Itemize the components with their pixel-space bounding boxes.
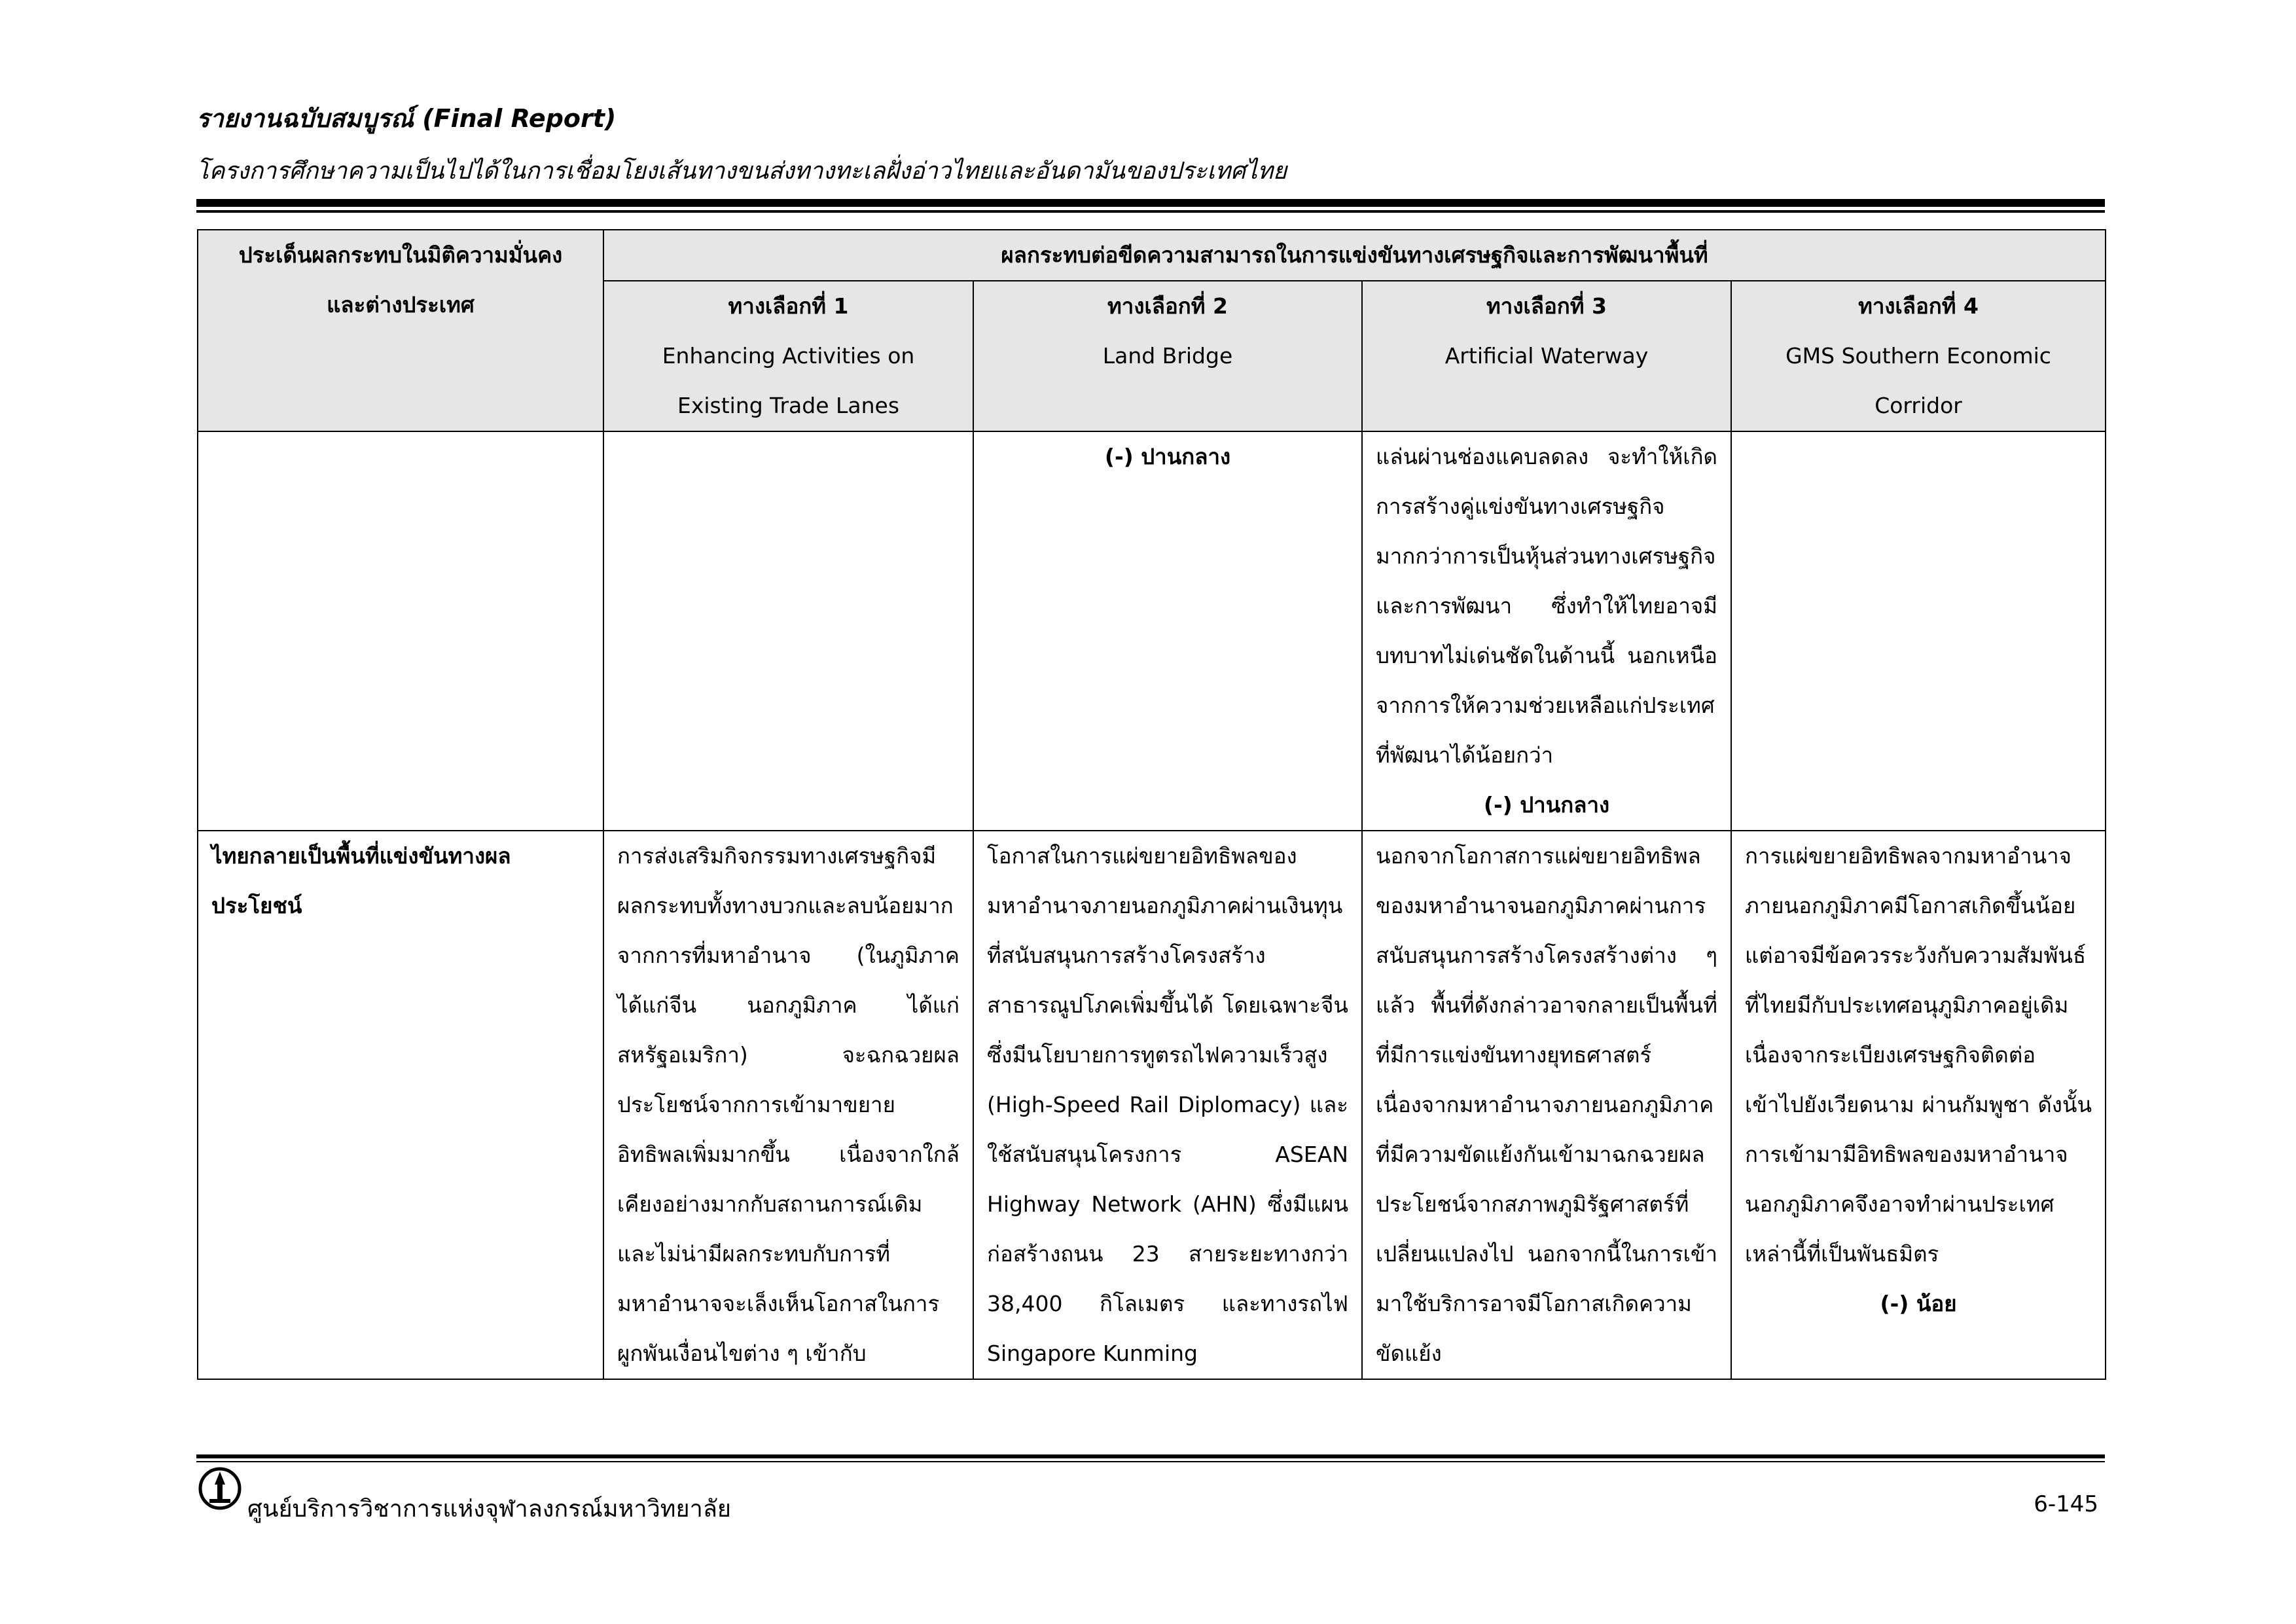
- option-4-header: [1731, 281, 2106, 431]
- option-4-text: การแผ่ขยายอิทธิพลจากมหาอำนาจภายนอกภูมิภาคมีโอกาสเกิดขึ้นน้อย แต่อาจมีข้อควรระวังกับความสัมพันธ์ที่ไทยมีกับประเทศอนุภูมิภาคอยู่เดิมเนื่องจากระเบียงเศรษฐกิจติดต่อเข้าไปยังเวียดนาม ผ่านกัมพูชา ดังนั้นการเข้ามามีอิทธิพลของมหาอำนาจนอกภูมิภาคจึงอาจทำผ่านประเทศเหล่านี้ที่เป็นพันธมิตร: [1745, 843, 2092, 1267]
- option-3-label: ทางเลือกที่ 3: [1486, 293, 1607, 319]
- option-3-text: นอกจากโอกาสการแผ่ขยายอิทธิพลของมหาอำนาจนอกภูมิภาคผ่านการสนับสนุนการสร้างโครงสร้างต่าง ๆ แล้ว พื้นที่ดังกล่าวอาจกลายเป็นพื้นที่ที่มีการแข่งขันทางยุทธศาสตร์เนื่องจากมหาอำนาจภายนอกภูมิภาคที่มีความขัดแย้งกันเข้ามาฉกฉวยผลประโยชน์จากสภาพภูมิรัฐศาสตร์ที่เปลี่ยนแปลงไป นอกจากนี้ในการเข้ามาใช้บริการอาจมีโอกาสเกิดความขัดแย้ง: [1376, 843, 1717, 1366]
- table-row: [198, 831, 2106, 1379]
- option-2-verdict: (-) ปานกลาง: [1104, 444, 1231, 469]
- option-2-header: [973, 281, 1362, 431]
- project-subtitle: โครงการศึกษาความเป็นไปได้ในการเชื่อมโยงเส้นทางขนส่งทางทะเลฝั่งอ่าวไทยและอันดามันของประเทศไทย: [196, 158, 1287, 185]
- table-header-row: [198, 230, 2106, 281]
- option-3-text: แล่นผ่านช่องแคบลดลง จะทำให้เกิดการสร้างคู่แข่งขันทางเศรษฐกิจมากกว่าการเป็นหุ้นส่วนทางเศรษฐกิจและการพัฒนา ซึ่งทำให้ไทยอาจมีบทบาทไม่เด่นชัดในด้านนี้ นอกเหนือจากการให้ความช่วยเหลือแก่ประเทศที่พัฒนาได้น้อยกว่า: [1376, 444, 1717, 768]
- option-3-verdict: (-) ปานกลาง: [1483, 792, 1610, 818]
- issue-header-line1: ประเด็นผลกระทบในมิติความมั่นคง: [238, 242, 563, 268]
- option-1-text: การส่งเสริมกิจกรรมทางเศรษฐกิจมีผลกระทบทั้งทางบวกและลบน้อยมากจากการที่มหาอำนาจ (ในภูมิภาค ได้แก่จีน นอกภูมิภาค ได้แก่ สหรัฐอเมริกา) จะฉกฉวยผลประโยชน์จากการเข้ามาขยายอิทธิพลเพิ่มมากขึ้น เนื่องจากใกล้เคียงอย่างมากกับสถานการณ์เดิม และไม่น่ามีผลกระทบกับการที่มหาอำนาจจะเล็งเห็นโอกาสในการผูกพันเงื่อนไขต่าง ๆ เข้ากับ: [617, 843, 960, 1366]
- option-3-cell: [1362, 831, 1731, 1379]
- issue-column-header: [198, 230, 603, 431]
- option-3-name-line1: Artificial Waterway: [1444, 343, 1649, 369]
- report-title: รายงานฉบับสมบูรณ์ (Final Report): [196, 104, 617, 133]
- option-2-label: ทางเลือกที่ 2: [1107, 293, 1228, 319]
- option-1-name-line1: Enhancing Activities on: [662, 343, 915, 369]
- option-3-cell: [1362, 431, 1731, 831]
- issue-cell: [198, 431, 603, 831]
- option-1-cell: [603, 431, 973, 831]
- issue-cell: ไทยกลายเป็นพื้นที่แข่งขันทางผลประโยชน์: [198, 831, 603, 1379]
- option-4-name-line2: Corridor: [1874, 393, 1962, 418]
- option-1-header: [603, 281, 973, 431]
- option-4-cell: [1731, 831, 2106, 1379]
- footer-rule-thin: [196, 1461, 2105, 1462]
- option-2-name-line1: Land Bridge: [1102, 343, 1233, 369]
- header-rule-thin: [196, 210, 2105, 213]
- footer-organization: ศูนย์บริการวิชาการแห่งจุฬาลงกรณ์มหาวิทยาลัย: [247, 1496, 731, 1523]
- group-header: ผลกระทบต่อขีดความสามารถในการแข่งขันทางเศรษฐกิจและการพัฒนาพื้นที่: [603, 230, 2106, 281]
- option-2-text: โอกาสในการแผ่ขยายอิทธิพลของมหาอำนาจภายนอกภูมิภาคผ่านเงินทุนที่สนับสนุนการสร้างโครงสร้างสาธารณูปโภคเพิ่มขึ้นได้ โดยเฉพาะจีนซึ่งมีนโยบายการทูตรถไฟความเร็วสูง (High-Speed Rail Diplomacy) และใช้สนับสนุนโครงการ ASEAN Highway Network (AHN) ซึ่งมีแผนก่อสร้างถนน 23 สายระยะทางกว่า 38,400 กิโลเมตร และทางรถไฟ Singapore Kunming: [987, 843, 1348, 1366]
- option-4-name-line1: GMS Southern Economic: [1785, 343, 2051, 369]
- option-2-cell: [973, 831, 1362, 1379]
- header-rule-thick: [196, 199, 2105, 207]
- footer-rule-thick: [196, 1454, 2105, 1458]
- page-number: 6-145: [2034, 1491, 2098, 1517]
- option-4-label: ทางเลือกที่ 4: [1858, 293, 1979, 319]
- university-emblem-icon: [196, 1465, 243, 1512]
- option-1-name-line2: Existing Trade Lanes: [677, 393, 900, 418]
- impact-table: [197, 229, 2106, 1380]
- option-1-cell: [603, 831, 973, 1379]
- option-3-header: [1362, 281, 1731, 431]
- option-4-verdict: (-) น้อย: [1880, 1291, 1957, 1316]
- issue-header-line2: และต่างประเทศ: [327, 292, 475, 317]
- option-2-cell: [973, 431, 1362, 831]
- option-4-cell: [1731, 431, 2106, 831]
- option-1-label: ทางเลือกที่ 1: [728, 293, 849, 319]
- table-row: [198, 431, 2106, 831]
